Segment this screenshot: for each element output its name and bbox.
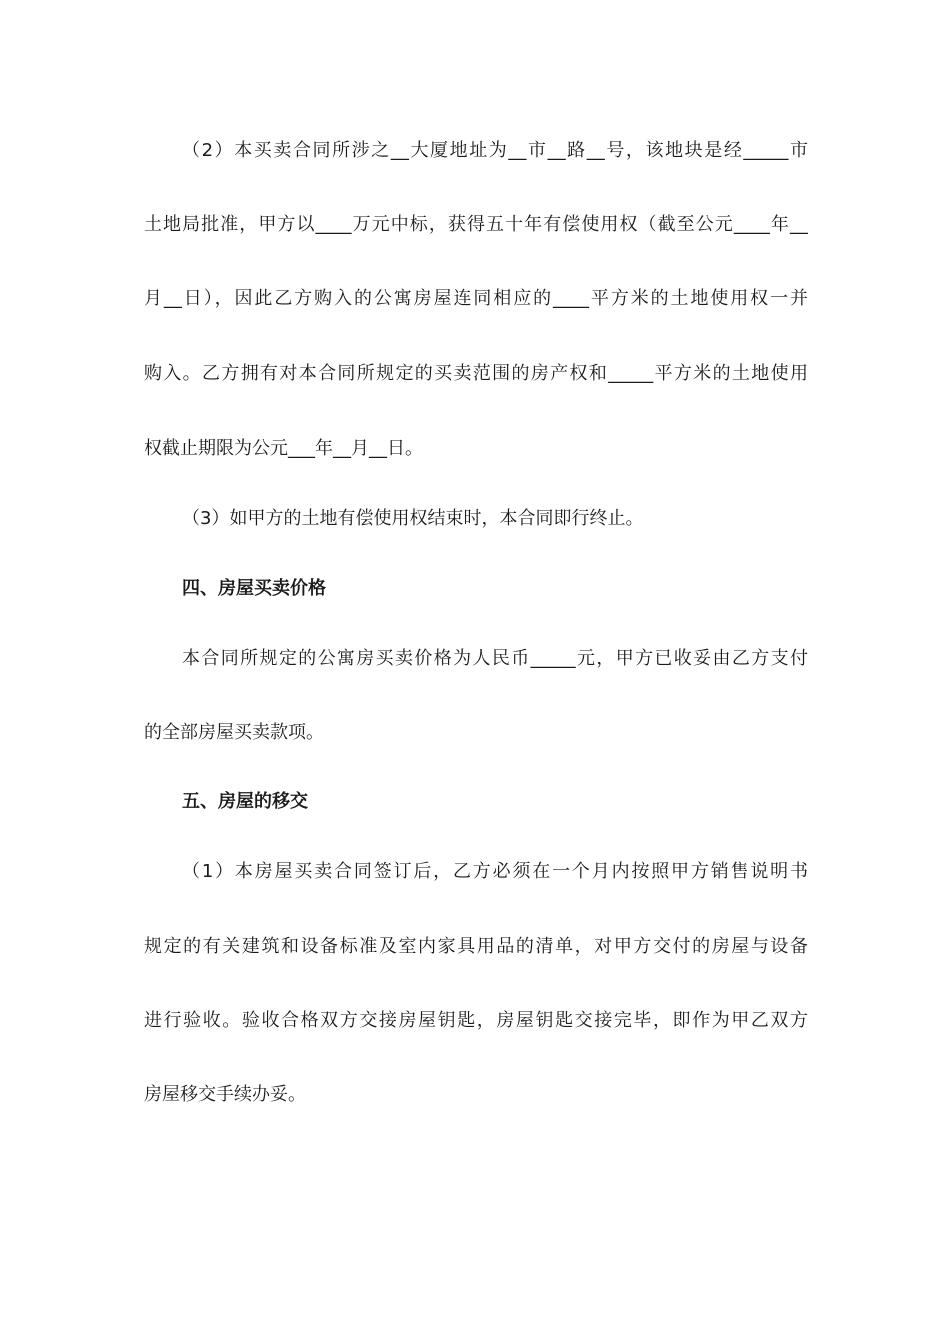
clause-5-1-line-4: 房屋移交手续办妥。 [144,1084,306,1105]
section-4-heading: 四、房屋买卖价格 [182,578,326,599]
clause-5-1-line-1: （1）本房屋买卖合同签订后，乙方必须在一个月内按照甲方销售说明书 [182,861,808,882]
section-4-line-2: 的全部房屋买卖款项。 [144,722,324,743]
clause-3-2-line-1: （2）本买卖合同所涉之__大厦地址为__市__路__号，该地块是经_____市 [182,140,808,161]
clause-5-1-line-2: 规定的有关建筑和设备标准及室内家具用品的清单，对甲方交付的房屋与设备 [144,936,808,957]
clause-3-2-line-2: 土地局批准，甲方以____万元中标，获得五十年有偿使用权（截至公元____年__ [144,214,808,235]
clause-3-3-line-1: （3）如甲方的土地有偿使用权结束时，本合同即行终止。 [182,508,644,529]
section-5-heading: 五、房屋的移交 [182,791,308,812]
clause-3-2-line-3: 月__日），因此乙方购入的公寓房屋连同相应的____平方米的土地使用权一并 [144,288,808,309]
clause-5-1-line-3: 进行验收。验收合格双方交接房屋钥匙，房屋钥匙交接完毕，即作为甲乙双方 [144,1010,808,1031]
clause-3-2-line-5: 权截止期限为公元___年__月__日。 [144,438,423,459]
clause-3-2-line-4: 购入。乙方拥有对本合同所规定的买卖范围的房产权和_____平方米的土地使用 [144,363,808,384]
section-4-line-1: 本合同所规定的公寓房买卖价格为人民币_____元，甲方已收妥由乙方支付 [182,648,808,669]
